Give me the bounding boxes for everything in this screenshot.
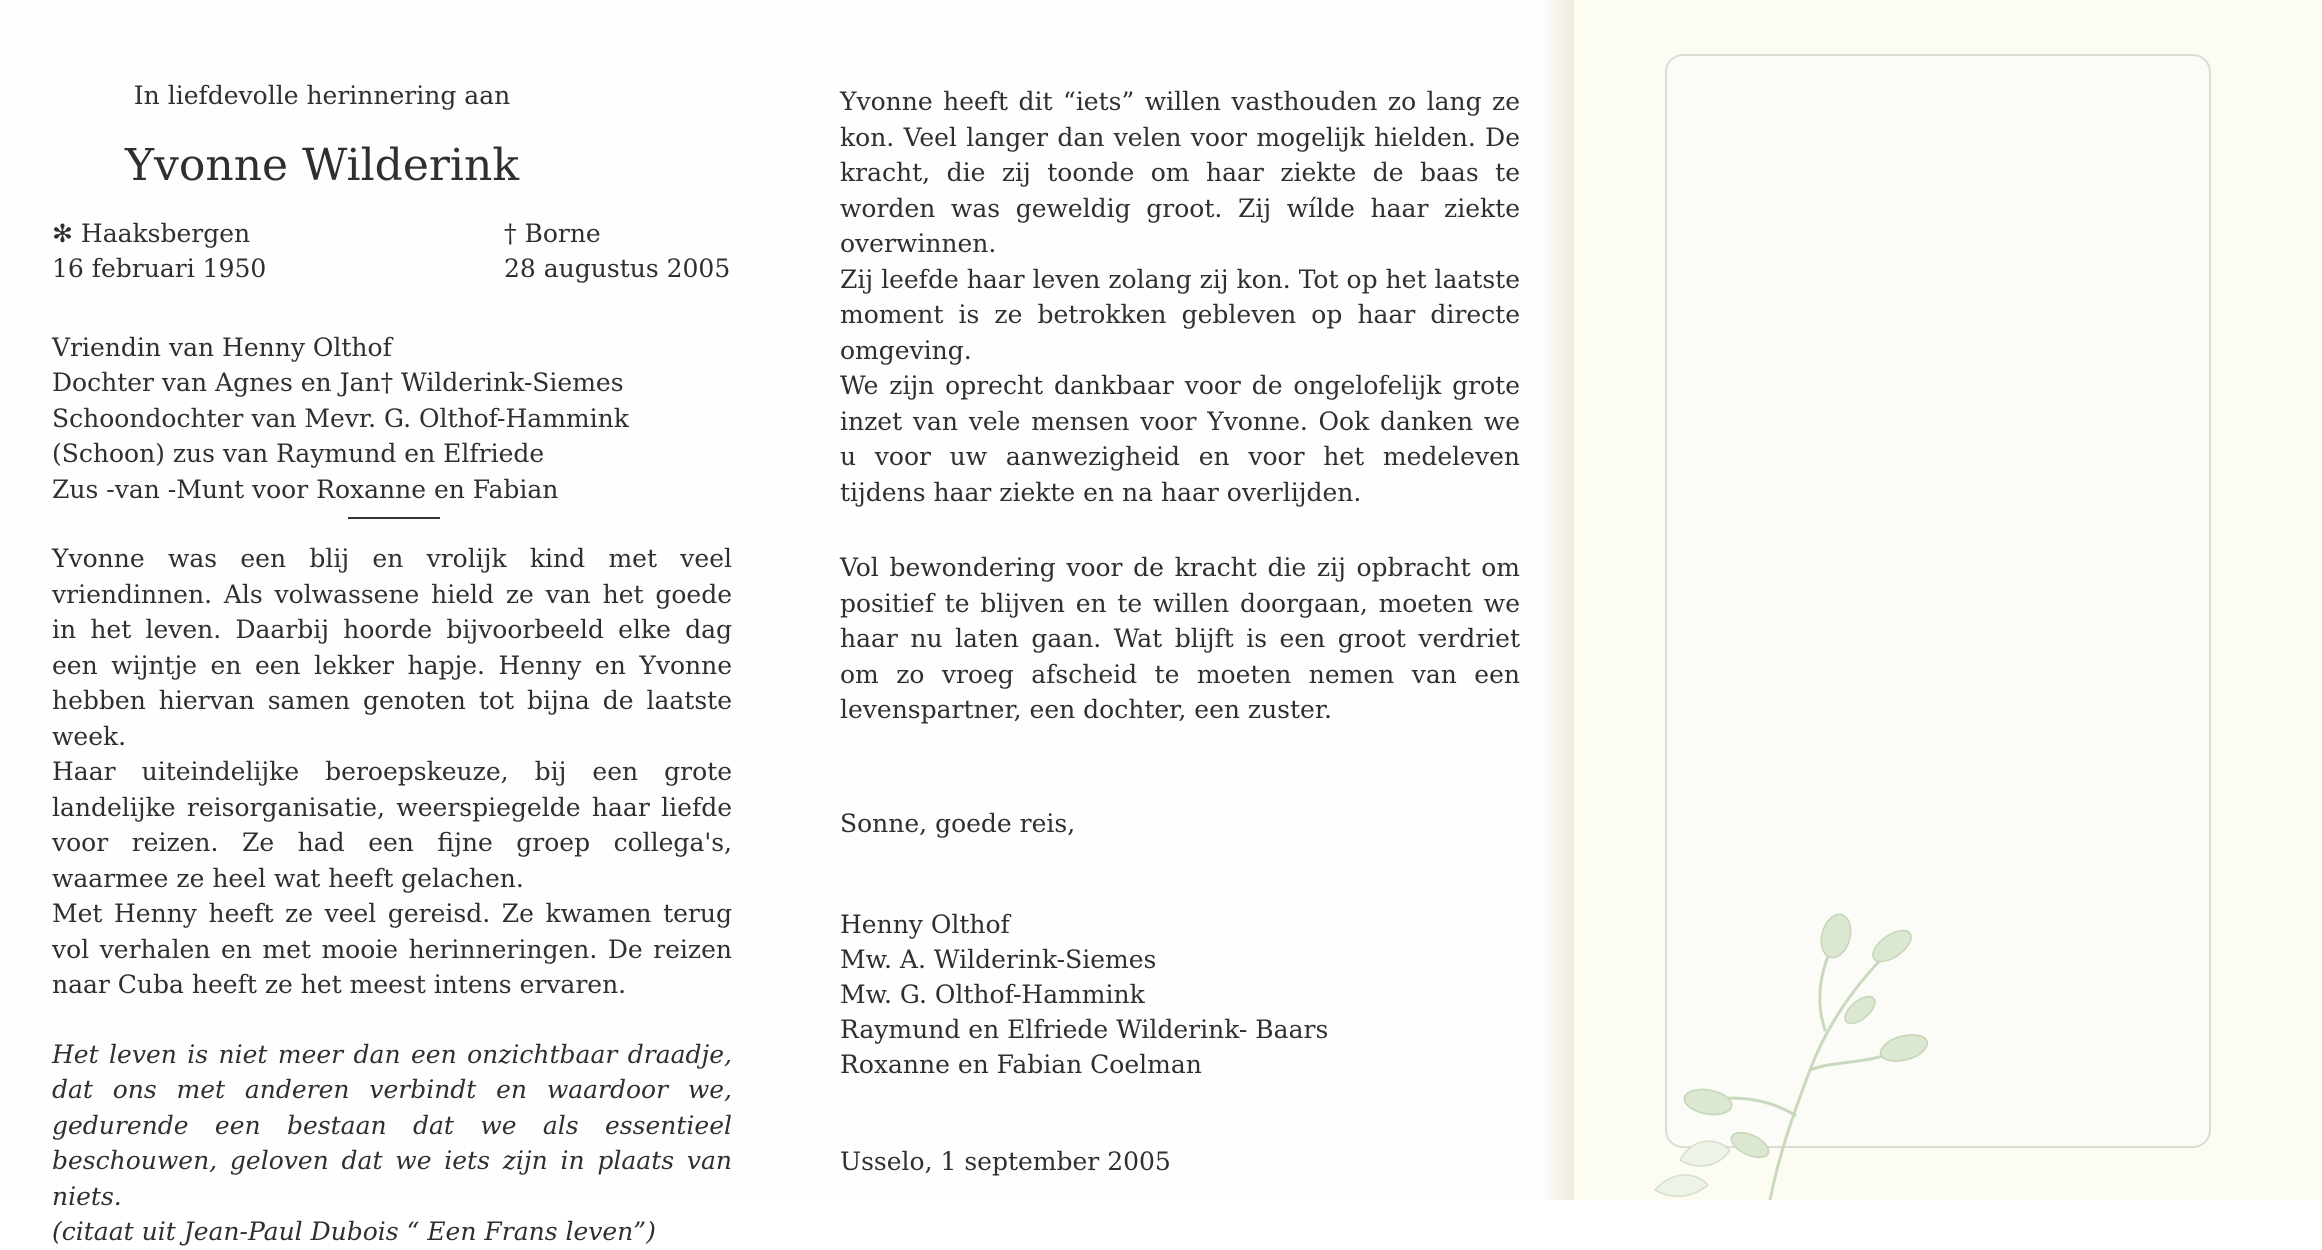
biography — [52, 541, 732, 1003]
signer-name: Henny Olthof — [840, 910, 1010, 939]
relations-list — [52, 330, 732, 508]
tribute-paragraph: Yvonne heeft dit “iets” willen vasthouden zo lang ze kon. Veel langer dan velen voor mogelijk hielden. De kracht, die zij toonde om haar ziekte de baas te worden was geweldig groot. Zij wílde haar ziekte overwinnen. — [840, 87, 1520, 258]
birth-date: 16 februari 1950 — [52, 253, 267, 283]
divider-line — [348, 517, 440, 519]
birth-info — [52, 216, 266, 286]
signer-name: Roxanne en Fabian Coelman — [840, 1050, 1202, 1079]
death-info — [504, 216, 730, 286]
quote-source: (citaat uit Jean-Paul Dubois “ Een Frans leven”) — [52, 1217, 656, 1246]
relation-line: Schoondochter van Mevr. G. Olthof-Hammink — [52, 403, 629, 433]
relation-line: Zus -van -Munt voor Roxanne en Fabian — [52, 474, 559, 504]
death-place: † Borne — [504, 218, 601, 248]
farewell-greeting: Sonne, goede reis, — [840, 808, 1076, 838]
closing-text — [840, 550, 1520, 728]
fold-shadow — [1540, 0, 1576, 1200]
quote-block — [52, 1037, 732, 1250]
tribute-text — [840, 84, 1520, 510]
biography-paragraph: Met Henny heeft ze veel gereisd. Ze kwamen terug vol verhalen en met mooie herinneringen. De reizen naar Cuba heeft ze het meest intens ervaren. — [52, 899, 732, 999]
signer-name: Mw. A. Wilderink-Siemes — [840, 945, 1157, 974]
flower-sprig-icon — [1620, 860, 1960, 1200]
life-dates — [52, 216, 732, 290]
signer-name: Raymund en Elfriede Wilderink- Baars — [840, 1015, 1329, 1044]
relation-line: (Schoon) zus van Raymund en Elfriede — [52, 439, 545, 468]
relation-line: Dochter van Agnes en Jan† Wilderink-Siemes — [52, 368, 624, 397]
signer-name: Mw. G. Olthof-Hammink — [840, 980, 1145, 1009]
biography-paragraph: Haar uiteindelijke beroepskeuze, bij een grote landelijke reisorganisatie, weerspiegelde haar liefde voor reizen. Ze had een fijne groep collega's, waarmee ze heel wat heeft gelachen. — [52, 757, 732, 893]
left-column — [52, 78, 732, 1250]
tribute-paragraph: We zijn oprecht dankbaar voor de ongelofelijk grote inzet van vele mensen voor Yvonne. Ook danken we u voor uw aanwezigheid en voor het medeleven tijdens haar ziekte en na haar overlijden. — [840, 371, 1520, 507]
closing-paragraph: Vol bewondering voor de kracht die zij opbracht om positief te blijven en te willen doorgaan, moeten we haar nu laten gaan. Wat blijft is een groot verdriet om zo vroeg afscheid te moeten nemen van een levenspartner, een dochter, een zuster. — [840, 553, 1520, 724]
signers-list — [840, 907, 1520, 1082]
quote-text: Het leven is niet meer dan een onzichtbaar draadje, dat ons met anderen verbindt en waardoor we, gedurende een bestaan dat we als essentieel beschouwen, geloven dat we iets zijn in plaats van niets. — [52, 1039, 732, 1211]
biography-paragraph: Yvonne was een blij en vrolijk kind met veel vriendinnen. Als volwassene hield ze van het goede in het leven. Daarbij hoorde bijvoorbeeld elke dag een wijntje en een lekker hapje. Henny en Yvonne hebben hiervan samen genoten tot bijna de laatste week. — [52, 544, 732, 751]
deceased-name: Yvonne Wilderink — [124, 139, 519, 191]
intro-line: In liefdevolle herinnering aan — [133, 81, 511, 110]
relation-line: Vriendin van Henny Olthof — [52, 332, 392, 362]
right-column — [840, 84, 1520, 1180]
place-and-date: Usselo, 1 september 2005 — [840, 1147, 1171, 1176]
tribute-paragraph: Zij leefde haar leven zolang zij kon. Tot op het laatste moment is ze betrokken gebleven op haar directe omgeving. — [840, 264, 1520, 365]
death-date: 28 augustus 2005 — [504, 253, 731, 283]
birth-place: ✻ Haaksbergen — [52, 218, 251, 248]
